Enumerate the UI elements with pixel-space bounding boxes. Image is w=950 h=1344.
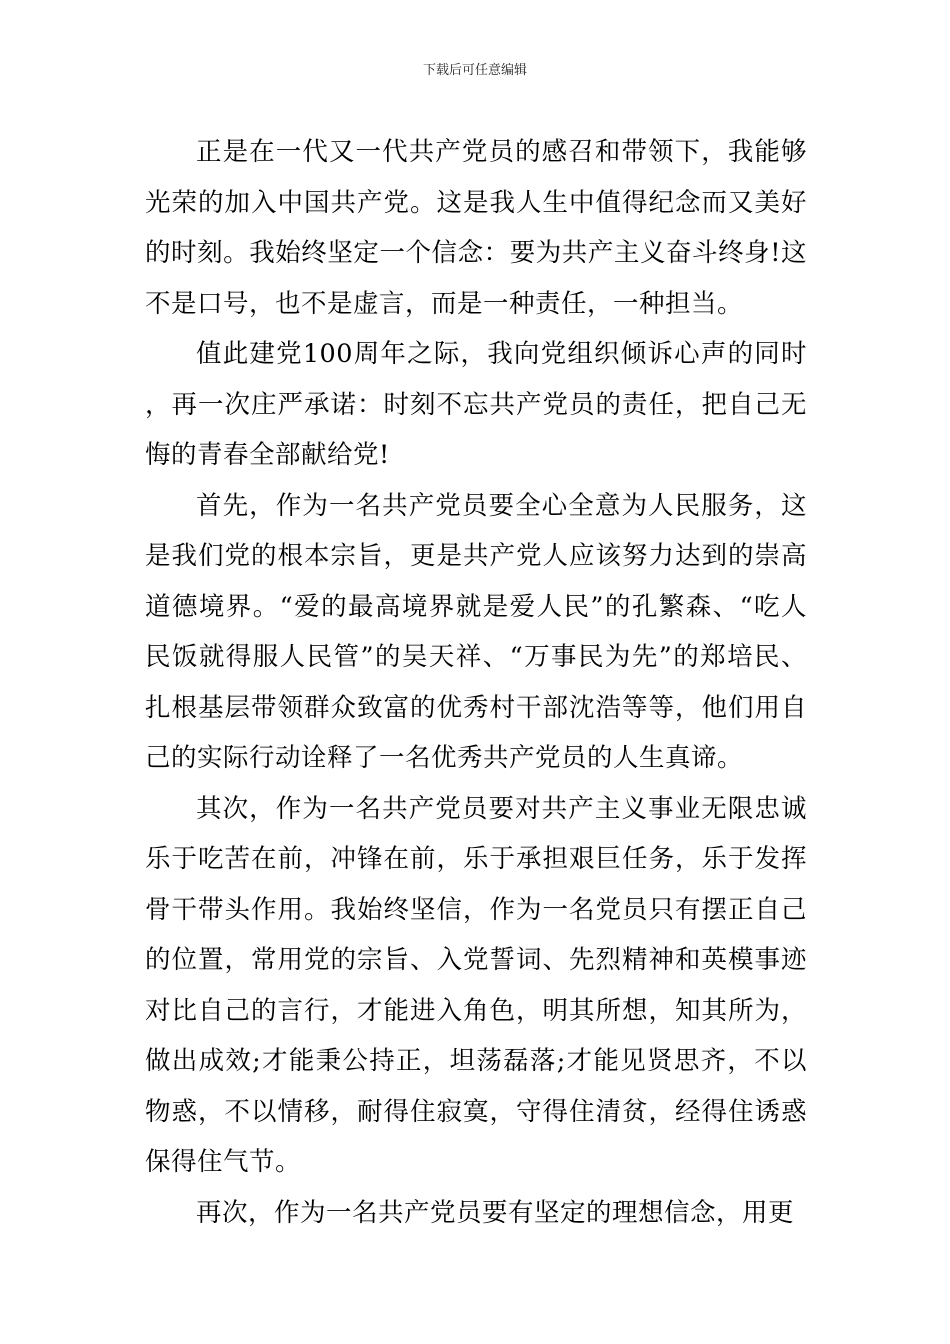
document-body: [145, 127, 807, 1238]
paragraph-4: 其次，作为一名共产党员要对共产主义事业无限忠诚乐于吃苦在前，冲锋在前，乐于承担艰巨任务，乐于发挥骨干带头作用。我始终坚信，作为一名党员只有摆正自己的位置，常用党的宗旨、入党誓词、先烈精神和英模事迹对比自己的言行，才能进入角色，明其所想，知其所为，做出成效;才能秉公持正，坦荡磊落;才能见贤思齐，不以物惑，不以情移，耐得住寂寞，守得住清贫，经得住诱惑保得住气节。: [145, 793, 807, 1177]
page-header-note: 下载后可任意编辑: [422, 63, 527, 78]
paragraph-5: 再次，作为一名共产党员要有坚定的理想信念，用更: [196, 1197, 795, 1228]
paragraph-3: 首先，作为一名共产党员要全心全意为人民服务，这是我们党的根本宗旨，更是共产党人应该努力达到的崇高道德境界。“爱的最高境界就是爱人民”的孔繁森、“吃人民饭就得服人民管”的吴天祥、“万事民为先”的郑培民、扎根基层带领群众致富的优秀村干部沈浩等等，他们用自己的实际行动诠释了一名优秀共产党员的人生真谛。: [145, 490, 807, 773]
paragraph-2: 值此建党100周年之际，我向党组织倾诉心声的同时，再一次庄严承诺：时刻不忘共产党员的责任，把自己无悔的青春全部献给党!: [145, 339, 807, 470]
paragraph-1: 正是在一代又一代共产党员的感召和带领下，我能够光荣的加入中国共产党。这是我人生中值得纪念而又美好的时刻。我始终坚定一个信念：要为共产主义奋斗终身!这不是口号，也不是虚言，而是一种责任，一种担当。: [145, 137, 807, 319]
